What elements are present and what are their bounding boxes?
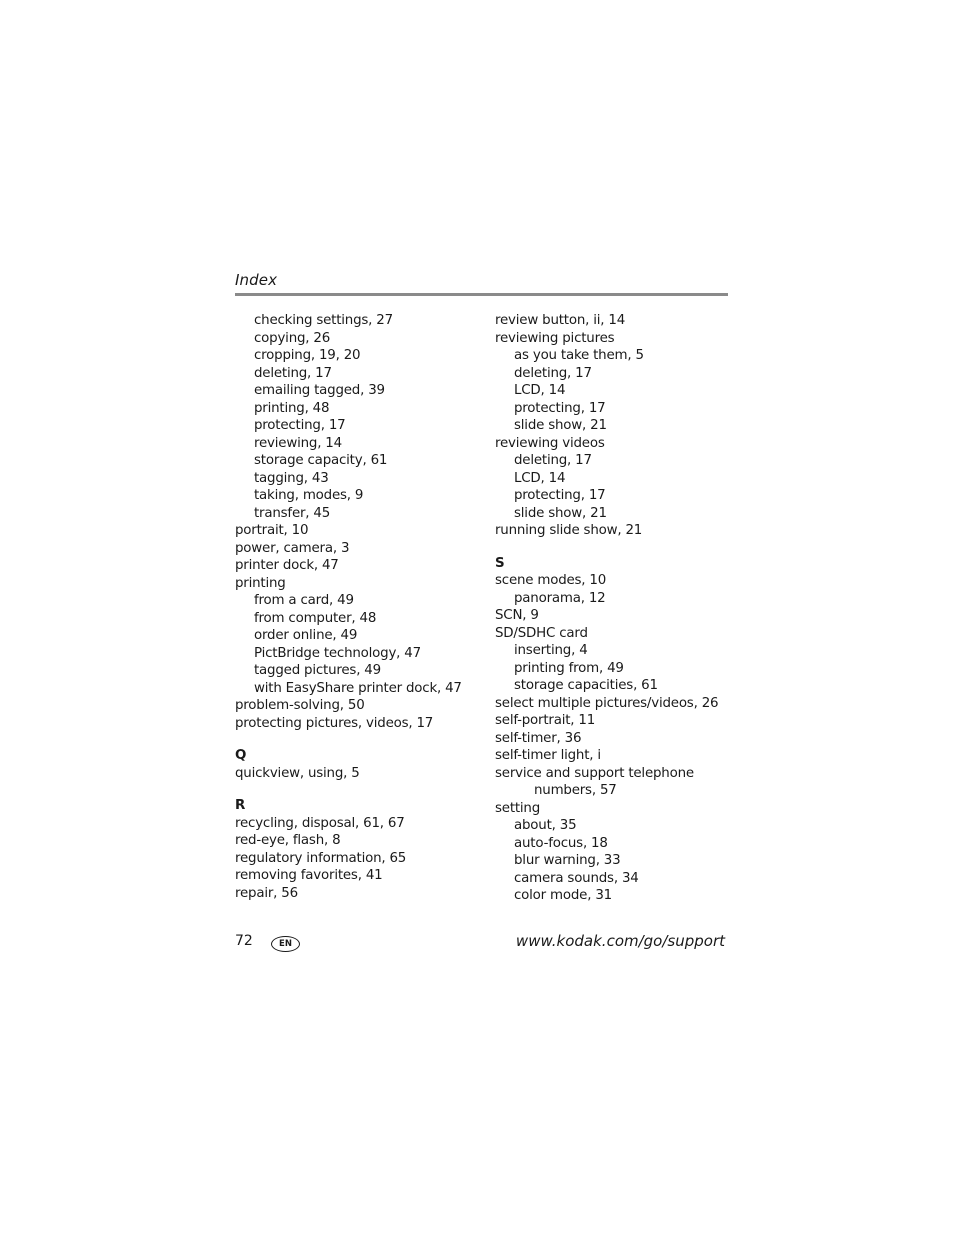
index-subentry: auto-focus, 18 (514, 835, 608, 851)
index-subentry: cropping, 19, 20 (254, 348, 361, 363)
index-subentry: taking, modes, 9 (254, 488, 364, 503)
index-subentry: emailing tagged, 39 (254, 383, 385, 398)
index-subentry: camera sounds, 34 (514, 870, 639, 886)
index-entry: red-eye, flash, 8 (235, 833, 341, 848)
index-subentry: copying, 26 (254, 330, 331, 346)
index-letter-heading: S (495, 555, 505, 571)
index-entry: scene modes, 10 (495, 573, 607, 588)
index-entry: printing (235, 575, 286, 591)
language-badge: EN (271, 936, 300, 952)
index-subentry: order online, 49 (254, 628, 358, 643)
index-subentry: protecting, 17 (514, 488, 606, 503)
index-subentry: transfer, 45 (254, 505, 331, 521)
index-subentry: storage capacity, 61 (254, 453, 388, 468)
index-entry: setting (495, 800, 541, 816)
index-entry: protecting pictures, videos, 17 (235, 715, 434, 731)
index-subentry: slide show, 21 (514, 505, 607, 521)
page-number: 72 (235, 933, 253, 949)
index-entry: select multiple pictures/videos, 26 (495, 695, 719, 711)
index-subentry: inserting, 4 (514, 643, 588, 658)
index-entry: SCN, 9 (495, 608, 539, 623)
index-entry: reviewing videos (495, 435, 605, 451)
index-subentry: printing, 48 (254, 400, 330, 416)
index-subentry: LCD, 14 (514, 383, 566, 398)
index-subentry: from computer, 48 (254, 610, 377, 626)
index-letter-heading: R (235, 798, 246, 813)
index-subentry: storage capacities, 61 (514, 678, 658, 693)
index-entry: regulatory information, 65 (235, 850, 407, 866)
index-letter-heading: Q (235, 748, 247, 763)
index-subentry: deleting, 17 (514, 453, 592, 468)
index-subentry: deleting, 17 (254, 365, 332, 381)
index-subentry: printing from, 49 (514, 660, 624, 676)
index-subentry: as you take them, 5 (514, 348, 644, 363)
index-entry: self-portrait, 11 (495, 713, 596, 728)
index-subentry: tagging, 43 (254, 470, 329, 486)
index-subentry: LCD, 14 (514, 470, 566, 486)
index-entry: self-timer, 36 (495, 730, 582, 746)
header-rule (235, 293, 728, 296)
index-subentry: with EasyShare printer dock, 47 (254, 680, 462, 696)
index-entry: removing favorites, 41 (235, 868, 383, 883)
index-subentry: slide show, 21 (514, 418, 607, 433)
index-subentry: numbers, 57 (534, 783, 617, 798)
index-subentry: panorama, 12 (514, 590, 606, 606)
index-entry: running slide show, 21 (495, 523, 643, 538)
index-subentry: deleting, 17 (514, 365, 592, 381)
index-subentry: checking settings, 27 (254, 313, 393, 328)
index-entry: problem-solving, 50 (235, 698, 365, 713)
index-column-left (235, 312, 462, 902)
index-entry: repair, 56 (235, 885, 298, 901)
index-subentry: PictBridge technology, 47 (254, 645, 421, 661)
index-subentry: blur warning, 33 (514, 853, 621, 868)
index-entry: reviewing pictures (495, 330, 615, 346)
index-entry: recycling, disposal, 61, 67 (235, 815, 405, 831)
index-entry: review button, ii, 14 (495, 313, 626, 328)
index-entry: SD/SDHC card (495, 625, 588, 641)
index-entry: power, camera, 3 (235, 540, 350, 556)
index-subentry: color mode, 31 (514, 888, 612, 903)
index-entry: portrait, 10 (235, 523, 309, 538)
index-subentry: about, 35 (514, 818, 577, 833)
index-entry: service and support telephone (495, 765, 694, 781)
index-column-right (495, 312, 718, 905)
page-header-title: Index (235, 271, 278, 289)
index-subentry: tagged pictures, 49 (254, 663, 381, 678)
index-subentry: from a card, 49 (254, 593, 354, 608)
index-subentry: reviewing, 14 (254, 435, 342, 451)
index-subentry: protecting, 17 (514, 400, 606, 416)
index-entry: printer dock, 47 (235, 558, 339, 573)
index-entry: quickview, using, 5 (235, 765, 360, 781)
index-entry: self-timer light, i (495, 748, 601, 763)
footer-url: www.kodak.com/go/support (515, 932, 725, 950)
index-subentry: protecting, 17 (254, 418, 346, 433)
